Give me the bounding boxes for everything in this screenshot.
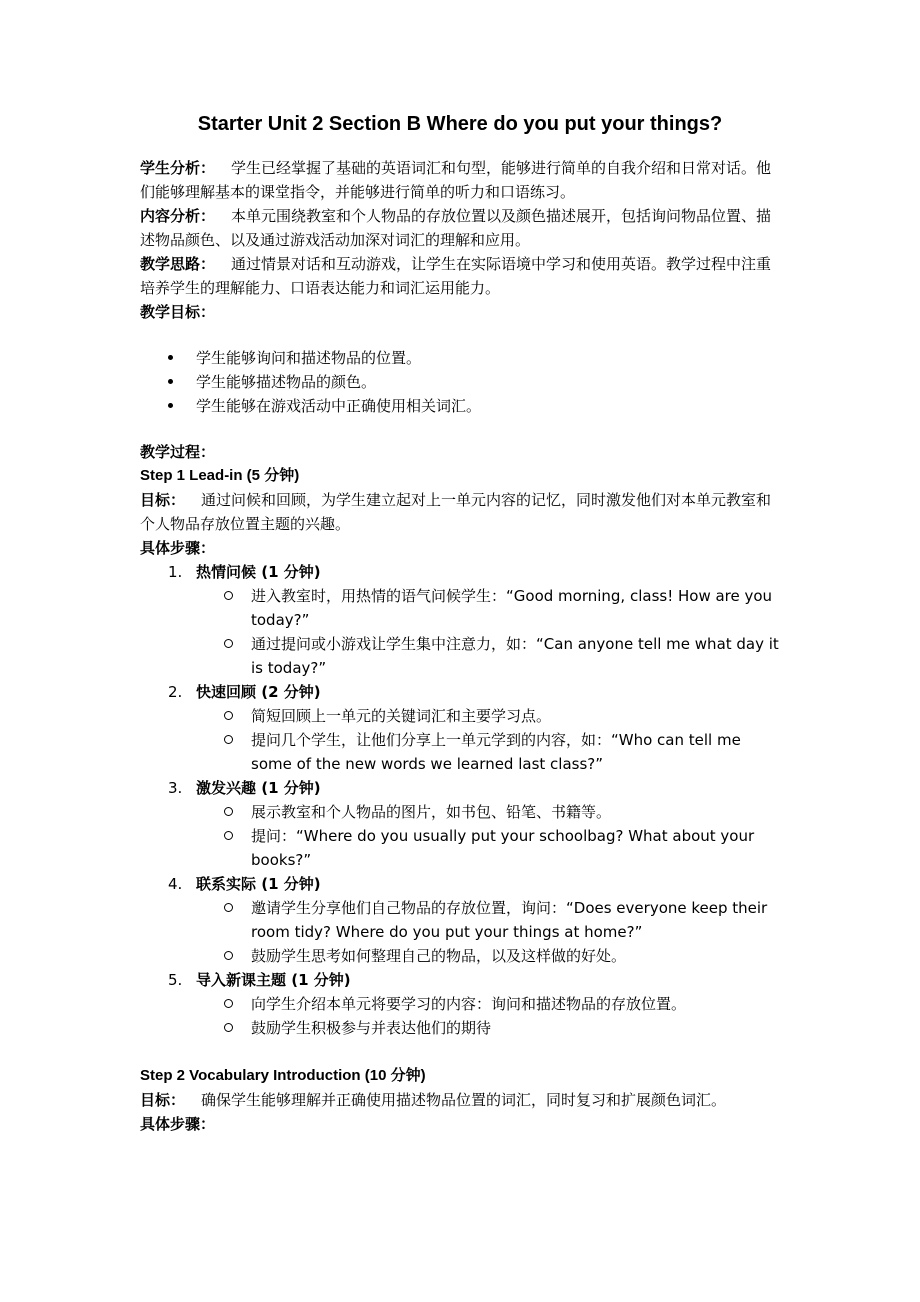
step-item: [140, 776, 780, 872]
analysis-text: 本单元围绕教室和个人物品的存放位置以及颜色描述展开，包括询问物品位置、描述物品颜色、以及通过游戏活动加深对词汇的理解和应用。: [140, 207, 772, 249]
step-number: 3.: [168, 779, 183, 797]
goal-label: 目标：: [140, 491, 186, 509]
analysis-text: 学生已经掌握了基础的英语词汇和句型，能够进行简单的自我介绍和日常对话。他们能够理解基本的课堂指令，并能够进行简单的听力和口语练习。: [140, 159, 772, 201]
sub-list: [196, 800, 780, 872]
list-item: 简短回顾上一单元的关键词汇和主要学习点。: [196, 704, 780, 728]
list-item: 鼓励学生思考如何整理自己的物品，以及这样做的好处。: [196, 944, 780, 968]
analysis-label: 学生分析：: [140, 159, 216, 177]
analysis-content: [140, 204, 780, 252]
step-item: [140, 680, 780, 776]
list-item: 通过提问或小游戏让学生集中注意力，如：“Can anyone tell me what day it is today?”: [196, 632, 780, 680]
circle-bullet-icon: [224, 584, 233, 608]
list-item: 学生能够在游戏活动中正确使用相关词汇。: [140, 394, 780, 418]
page-title: Starter Unit 2 Section B Where do you put your things?: [197, 113, 723, 135]
circle-bullet-icon: [224, 632, 233, 656]
list-item: 向学生介绍本单元将要学习的内容：询问和描述物品的存放位置。: [196, 992, 780, 1016]
circle-bullet-icon: [224, 800, 233, 824]
goal-text: 确保学生能够理解并正确使用描述物品位置的词汇，同时复习和扩展颜色词汇。: [201, 1091, 727, 1109]
list-item: 邀请学生分享他们自己物品的存放位置，询问：“Does everyone keep their room tidy? Where do you put your things at home?”: [196, 896, 780, 944]
list-item: 学生能够描述物品的颜色。: [140, 370, 780, 394]
step-number: 1.: [168, 563, 183, 581]
bullet-icon: [168, 370, 173, 394]
goal-label: 目标：: [140, 1091, 186, 1109]
step-number: 2.: [168, 683, 183, 701]
analysis-student: [140, 156, 780, 204]
circle-bullet-icon: [224, 824, 233, 848]
step2-steps-label: 具体步骤：: [140, 1115, 216, 1133]
sub-list: [196, 896, 780, 968]
circle-bullet-icon: [224, 944, 233, 968]
list-item: 提问：“Where do you usually put your schoolbag? What about your books?”: [196, 824, 780, 872]
analysis-label: 内容分析：: [140, 207, 216, 225]
document-body: [140, 156, 780, 1136]
list-item: 学生能够询问和描述物品的位置。: [140, 346, 780, 370]
step-item: [140, 872, 780, 968]
analysis-label: 教学思路：: [140, 255, 216, 273]
step-title: 快速回顾 (2 分钟): [196, 683, 321, 701]
step1-goal: [140, 488, 780, 536]
list-item: 提问几个学生，让他们分享上一单元学到的内容，如：“Who can tell me some of the new words we learned last class?”: [196, 728, 780, 776]
process-label: 教学过程：: [140, 443, 216, 461]
step-number: 4.: [168, 875, 183, 893]
list-item: 鼓励学生积极参与并表达他们的期待: [196, 1016, 780, 1040]
sub-list: [196, 992, 780, 1040]
step-item: [140, 560, 780, 680]
step-number: 5.: [168, 971, 183, 989]
step-title: 导入新课主题 (1 分钟): [196, 971, 351, 989]
analysis-approach: [140, 252, 780, 300]
circle-bullet-icon: [224, 896, 233, 920]
bullet-icon: [168, 394, 173, 418]
circle-bullet-icon: [224, 1016, 233, 1040]
sub-list: [196, 584, 780, 680]
goal-text: 通过问候和回顾，为学生建立起对上一单元内容的记忆，同时激发他们对本单元教室和个人物品存放位置主题的兴趣。: [140, 491, 772, 533]
step-item: [140, 968, 780, 1040]
analysis-text: 通过情景对话和互动游戏，让学生在实际语境中学习和使用英语。教学过程中注重培养学生的理解能力、口语表达能力和词汇运用能力。: [140, 255, 772, 297]
circle-bullet-icon: [224, 704, 233, 728]
step1-steps-list: [140, 560, 780, 1040]
goals-label: 教学目标：: [140, 303, 216, 321]
step1-heading: Step 1 Lead-in (5 分钟): [140, 467, 300, 484]
circle-bullet-icon: [224, 728, 233, 752]
bullet-icon: [168, 346, 173, 370]
step1-steps-label: 具体步骤：: [140, 539, 216, 557]
list-item: 展示教室和个人物品的图片，如书包、铅笔、书籍等。: [196, 800, 780, 824]
step-title: 联系实际 (1 分钟): [196, 875, 321, 893]
step2-goal: [140, 1088, 780, 1112]
circle-bullet-icon: [224, 992, 233, 1016]
list-item: 进入教室时，用热情的语气问候学生：“Good morning, class! How are you today?”: [196, 584, 780, 632]
step2-heading: Step 2 Vocabulary Introduction (10 分钟): [140, 1067, 426, 1084]
step-title: 激发兴趣 (1 分钟): [196, 779, 321, 797]
step-title: 热情问候 (1 分钟): [196, 563, 321, 581]
goals-list: [140, 346, 780, 418]
sub-list: [196, 704, 780, 776]
